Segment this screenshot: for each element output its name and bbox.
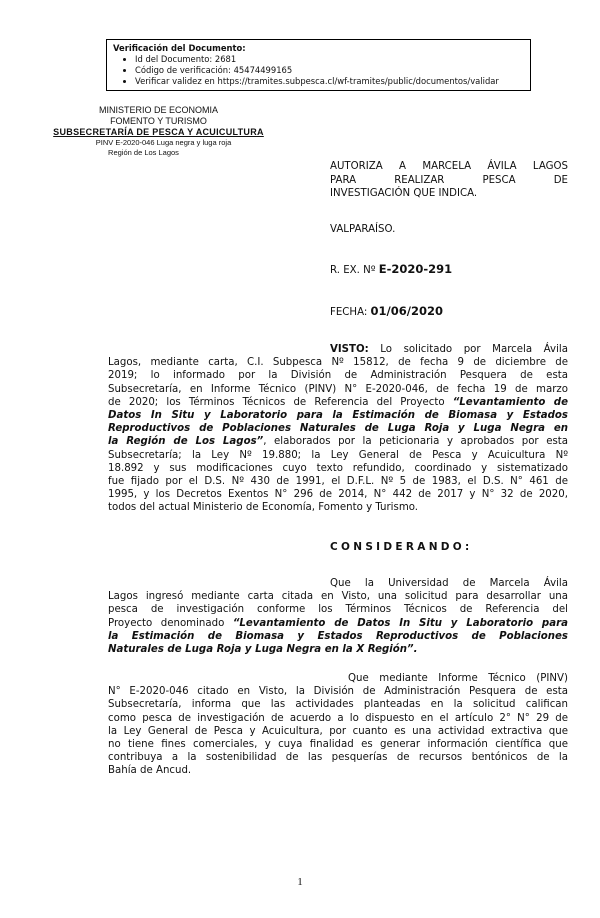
visto-label: VISTO:: [330, 344, 369, 355]
verification-box: [106, 39, 531, 91]
resolution-label: R. EX. Nº: [330, 265, 376, 276]
subject-line: PARA REALIZAR PESCA DE: [330, 174, 568, 186]
ministry-area: FOMENTO Y TURISMO: [110, 116, 207, 126]
visto-paragraph: VISTO: Lo solicitado por Marcela Ávila Lagos, mediante carta, C.I. Subpesca Nº 15812, de fecha 9 de diciembre de 2019; lo informado por la División de Administración Pesquera de esta Subsecretaría, en Informe Técnico (PINV) N° E-2020-046, de fecha 19 de marzo de 2020; los Términos Técnicos de Referencia del Proyecto “Levantamiento de Datos In Situ y Laboratorio para la Estimación de Biomasa y Estados Reproductivos de Poblaciones Naturales de Luga Roja y Luga Negra en la Región de Los Lagos”, elaborados por la peticionaria y aprobados por esta Subsecretaría; la Ley Nº 19.880; la Ley General de Pesca y Acuicultura Nº 18.892 y sus modificaciones cuyo texto refundido, coordinado y sistematizado fue fijado por el D.S. Nº 430 de 1991, el D.F.L. Nº 5 de 1983, el D.S. N° 461 de 1995, y los Decretos Exentos N° 296 de 2014, N° 442 de 2017 y N° 32 de 2020, todos del actual Ministerio de Economía, Fomento y Turismo.: [108, 344, 569, 514]
subject-line: AUTORIZA A MARCELA ÁVILA LAGOS: [330, 161, 568, 172]
resolution-value: E-2020-291: [378, 262, 453, 276]
verification-code: • Código de verificación: 45474499165: [135, 65, 524, 76]
considerando-paragraph-2: Que mediante Informe Técnico (PINV) N° E-2020-046 citado en Visto, la División de Administración Pesquera de esta Subsecretaría, informa que las actividades planteadas en la solicitud califican como pesca de investigación de acuerdo a lo dispuesto en el artículo 2° N° 29 de la Ley General de Pesca y Acuicultura, por cuanto es una actividad extractiva que no tiene fines comerciales, y cuya finalidad es generar información científica que contribuya a la sostenibilidad de las pesquerías de recursos bentónicos de la Bahía de Ancud.: [108, 673, 568, 777]
region-name: Región de Los Lagos: [108, 148, 179, 157]
place: VALPARAÍSO.: [330, 224, 396, 235]
validation-url[interactable]: • Verificar validez en https://tramites.subpesca.cl/wf-tramites/public/documentos/validar: [135, 76, 524, 87]
resolution-subject: [330, 160, 568, 201]
resolution-date: [330, 304, 443, 318]
page-number: 1: [297, 876, 303, 888]
resolution-number: [330, 262, 452, 276]
considerando-heading: CONSIDERANDO:: [330, 541, 473, 553]
date-value: 01/06/2020: [370, 304, 443, 318]
verification-list: [113, 54, 524, 87]
subsecretaria-name: SUBSECRETARÍA DE PESCA Y ACUICULTURA: [53, 127, 264, 137]
verification-title: Verificación del Documento:: [113, 43, 246, 53]
considerando-paragraph-1: Que la Universidad de Marcela Ávila Lagos ingresó mediante carta citada en Visto, una solicitud para desarrollar una pesca de investigación conforme los Términos Técnicos de Referencia del Proyecto denominado “Levantamiento de Datos In Situ y Laboratorio para la Estimación de Biomasa y Estados Reproductivos de Poblaciones Naturales de Luga Roja y Luga Negra en la X Región”.: [108, 578, 568, 656]
ministry-name: MINISTERIO DE ECONOMIA: [98, 105, 218, 115]
pinv-reference: PINV E-2020-046 Luga negra y luga roja: [95, 138, 232, 147]
subject-line: INVESTIGACIÓN QUE INDICA.: [330, 188, 478, 199]
date-label: FECHA:: [330, 307, 368, 318]
letterhead: [36, 105, 281, 158]
document-id: • Id del Documento: 2681: [135, 54, 524, 65]
